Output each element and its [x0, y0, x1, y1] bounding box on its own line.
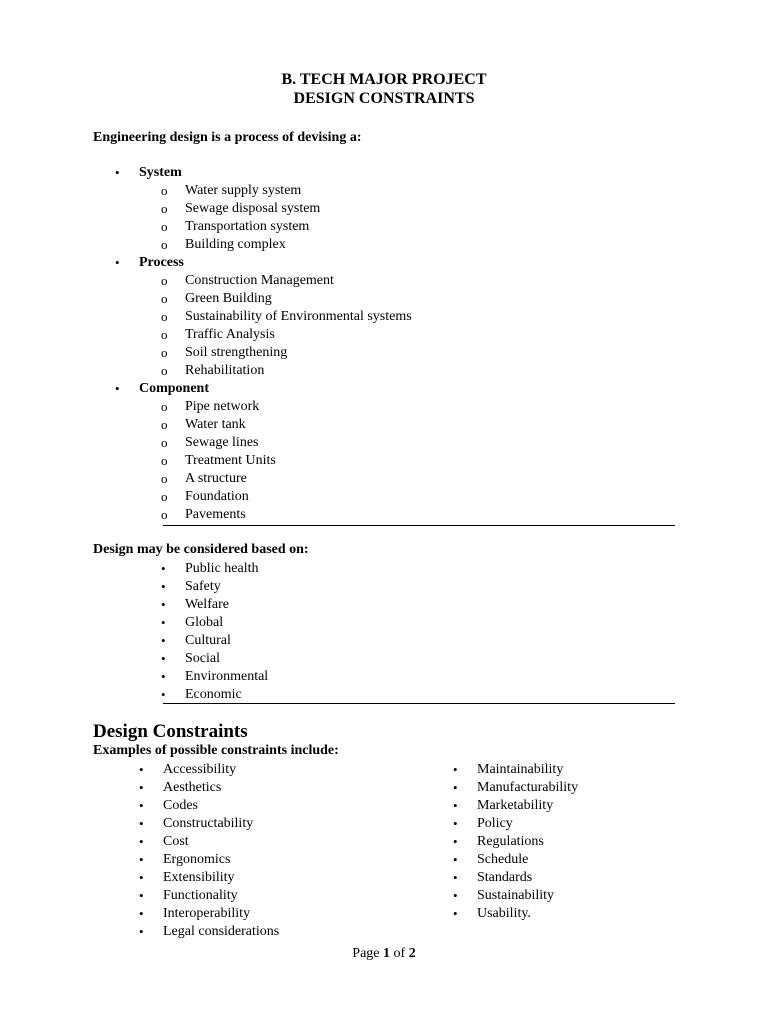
list-group	[115, 164, 412, 254]
bullet-icon: •	[161, 579, 166, 594]
list-item-text: Functionality	[163, 888, 238, 903]
based-on-label: Design may be considered based on:	[93, 542, 309, 557]
list-item-text: Sewage disposal system	[185, 201, 321, 216]
bullet-icon: •	[115, 255, 120, 270]
list-item	[161, 326, 412, 344]
group-label: Process	[139, 255, 184, 270]
bullet-icon: •	[115, 165, 120, 180]
list-item-text: Accessibility	[163, 762, 237, 777]
list-item-text: Standards	[477, 870, 533, 885]
list-item	[161, 686, 268, 704]
list-item-text: Ergonomics	[163, 852, 231, 867]
list-item	[453, 887, 578, 905]
circle-bullet-icon: o	[161, 471, 168, 486]
list-item-text: Manufacturability	[477, 780, 579, 795]
list-item-text: Building complex	[185, 237, 286, 252]
circle-bullet-icon: o	[161, 435, 168, 450]
list-item-text: Aesthetics	[163, 780, 222, 795]
sub-list	[139, 398, 412, 524]
sub-list	[139, 182, 412, 254]
list-item	[453, 851, 578, 869]
bullet-icon: •	[453, 834, 458, 849]
list-item	[161, 308, 412, 326]
list-item	[453, 797, 578, 815]
list-item-text: Constructability	[163, 816, 254, 831]
list-item-text: Water supply system	[185, 183, 302, 198]
list-item-text: Sustainability	[477, 888, 554, 903]
list-item	[161, 596, 268, 614]
sub-list	[139, 272, 412, 380]
circle-bullet-icon: o	[161, 399, 168, 414]
circle-bullet-icon: o	[161, 507, 168, 522]
list-item-text: Legal considerations	[163, 924, 280, 939]
list-item-text: Sustainability of Environmental systems	[185, 309, 412, 324]
circle-bullet-icon: o	[161, 345, 168, 360]
list-item-text: Schedule	[477, 852, 529, 867]
list-item	[453, 761, 578, 779]
list-item-text: Usability.	[477, 906, 531, 921]
list-item	[139, 923, 280, 941]
bullet-icon: •	[453, 870, 458, 885]
bullet-icon: •	[139, 762, 144, 777]
document-title	[0, 70, 768, 108]
circle-bullet-icon: o	[161, 237, 168, 252]
circle-bullet-icon: o	[161, 183, 168, 198]
circle-bullet-icon: o	[161, 309, 168, 324]
list-item-text: Global	[185, 615, 224, 630]
bullet-icon: •	[453, 780, 458, 795]
list-item	[453, 833, 578, 851]
list-item-text: Policy	[477, 816, 513, 831]
group-label: Component	[139, 381, 210, 396]
bullet-icon: •	[161, 669, 166, 684]
based-on-list	[161, 560, 269, 704]
list-item	[139, 887, 279, 905]
intro-text: Engineering design is a process of devising a:	[93, 130, 362, 145]
bullet-icon: •	[139, 906, 144, 921]
list-item	[139, 815, 279, 833]
divider-line	[163, 525, 675, 526]
list-item-text: Welfare	[185, 597, 229, 612]
bullet-icon: •	[161, 651, 166, 666]
list-item	[161, 614, 268, 632]
list-item-text: Soil strengthening	[185, 345, 288, 360]
list-item	[453, 779, 579, 797]
list-item	[139, 833, 279, 851]
bullet-icon: •	[453, 798, 458, 813]
list-group	[115, 380, 412, 524]
list-item	[161, 290, 412, 308]
divider-line	[163, 703, 675, 704]
list-item-text: A structure	[185, 471, 247, 486]
list-item	[453, 869, 578, 887]
bullet-icon: •	[139, 798, 144, 813]
bullet-icon: •	[161, 597, 166, 612]
list-item	[161, 650, 268, 668]
bullet-icon: •	[161, 633, 166, 648]
list-item-text: Green Building	[185, 291, 272, 306]
bullet-icon: •	[453, 852, 458, 867]
bullet-icon: •	[139, 816, 144, 831]
list-item	[139, 797, 279, 815]
circle-bullet-icon: o	[161, 291, 168, 306]
list-item-text: Public health	[185, 561, 259, 576]
bullet-icon: •	[139, 870, 144, 885]
list-item-text: Transportation system	[185, 219, 310, 234]
total-pages: 2	[408, 946, 416, 961]
list-item	[139, 851, 279, 869]
list-item	[139, 869, 279, 887]
list-item-text: Foundation	[185, 489, 249, 504]
circle-bullet-icon: o	[161, 489, 168, 504]
list-item	[161, 200, 412, 218]
list-item	[161, 182, 412, 200]
list-item-text: Regulations	[477, 834, 544, 849]
bullet-icon: •	[453, 906, 458, 921]
bullet-icon: •	[139, 834, 144, 849]
circle-bullet-icon: o	[161, 327, 168, 342]
list-item	[161, 416, 412, 434]
circle-bullet-icon: o	[161, 363, 168, 378]
constraints-list-left	[139, 761, 280, 941]
bullet-icon: •	[139, 888, 144, 903]
list-item-text: Social	[185, 651, 220, 666]
circle-bullet-icon: o	[161, 201, 168, 216]
list-item	[139, 905, 279, 923]
bullet-icon: •	[161, 687, 166, 702]
bullet-icon: •	[139, 852, 144, 867]
list-item-text: Safety	[185, 579, 221, 594]
list-item	[161, 668, 269, 686]
constraints-list-right	[453, 761, 579, 923]
bullet-icon: •	[139, 780, 144, 795]
bullet-icon: •	[115, 381, 120, 396]
list-item	[161, 362, 412, 380]
list-item	[161, 272, 412, 290]
list-item-text: Economic	[185, 687, 242, 702]
bullet-icon: •	[453, 816, 458, 831]
current-page: 1	[383, 946, 391, 961]
list-item	[161, 434, 412, 452]
list-item	[453, 815, 578, 833]
circle-bullet-icon: o	[161, 453, 168, 468]
bullet-icon: •	[139, 924, 144, 939]
list-item-text: Pipe network	[185, 399, 260, 414]
list-item-text: Marketability	[477, 798, 554, 813]
list-item-text: Cost	[163, 834, 189, 849]
list-item-text: Water tank	[185, 417, 246, 432]
list-item-text: Pavements	[185, 507, 246, 522]
list-item	[453, 905, 578, 923]
of-word: of	[393, 946, 406, 961]
list-item-text: Cultural	[185, 633, 231, 648]
bullet-icon: •	[453, 888, 458, 903]
bullet-icon: •	[161, 561, 166, 576]
list-item	[161, 218, 412, 236]
page-word: Page	[352, 946, 380, 961]
list-item-text: Sewage lines	[185, 435, 259, 450]
bullet-icon: •	[161, 615, 166, 630]
list-item	[161, 344, 412, 362]
title-line-1: B. TECH MAJOR PROJECT	[281, 71, 487, 88]
list-item	[139, 779, 279, 797]
list-item-text: Rehabilitation	[185, 363, 265, 378]
design-types-list	[115, 164, 412, 524]
list-item	[161, 632, 268, 650]
examples-label: Examples of possible constraints include:	[93, 743, 339, 758]
list-item	[161, 470, 412, 488]
list-item	[161, 578, 268, 596]
list-item	[161, 506, 412, 524]
list-item	[161, 560, 268, 578]
list-item-text: Traffic Analysis	[185, 327, 275, 342]
circle-bullet-icon: o	[161, 417, 168, 432]
list-item-text: Extensibility	[163, 870, 235, 885]
list-item-text: Treatment Units	[185, 453, 276, 468]
bullet-icon: •	[453, 762, 458, 777]
circle-bullet-icon: o	[161, 219, 168, 234]
list-item	[161, 488, 412, 506]
section-heading: Design Constraints	[93, 721, 248, 742]
list-item-text: Construction Management	[185, 273, 334, 288]
list-item-text: Codes	[163, 798, 198, 813]
list-item	[161, 452, 412, 470]
list-item	[139, 761, 279, 779]
list-item-text: Environmental	[185, 669, 269, 684]
title-line-2: DESIGN CONSTRAINTS	[293, 90, 475, 107]
list-item-text: Maintainability	[477, 762, 564, 777]
group-label: System	[139, 165, 182, 180]
page-footer	[0, 946, 768, 962]
list-group	[115, 254, 412, 380]
list-item	[161, 398, 412, 416]
circle-bullet-icon: o	[161, 273, 168, 288]
list-item	[161, 236, 412, 254]
list-item-text: Interoperability	[163, 906, 251, 921]
